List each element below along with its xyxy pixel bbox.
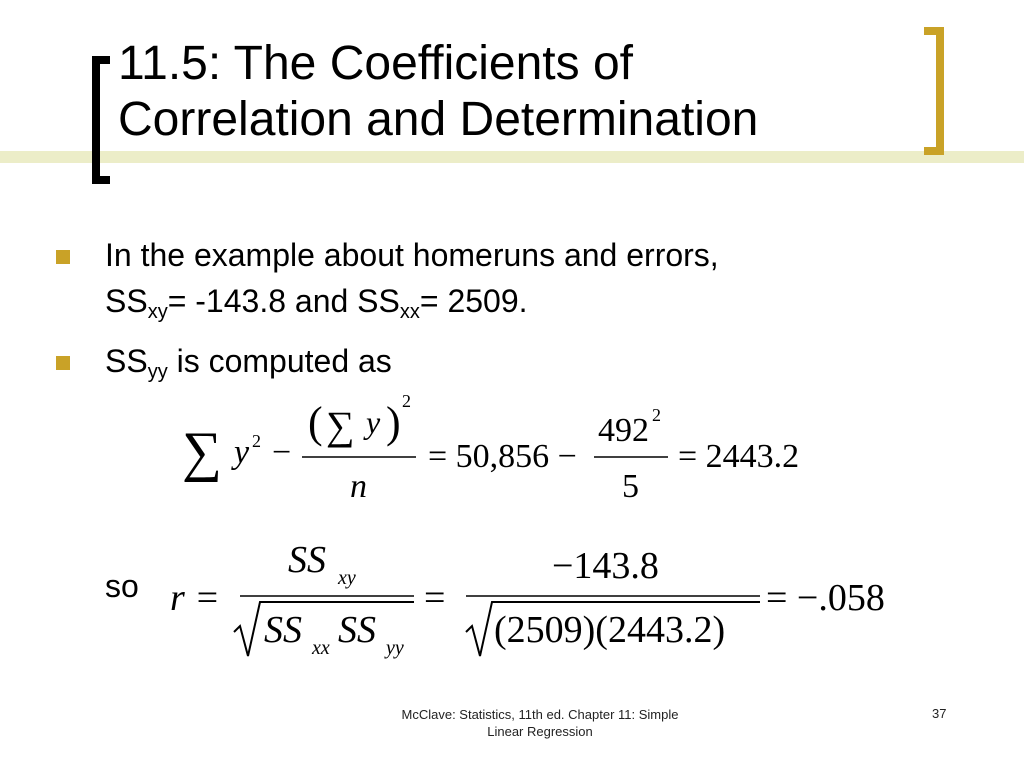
ss-label: SS [105, 283, 148, 319]
numerator-492: 492 [598, 412, 649, 449]
equals-sign: = [424, 577, 446, 619]
denominator-5: 5 [622, 468, 639, 505]
title-line-2: Correlation and Determination [118, 93, 759, 146]
equation-ssyy [170, 385, 850, 510]
denominator-n: n [350, 468, 367, 505]
footer-line-2: Linear Regression [487, 724, 593, 739]
slide-title [118, 36, 758, 148]
r-equals: r = [170, 577, 220, 619]
ss-label: SS [105, 343, 148, 379]
left-bracket-decoration [92, 56, 110, 184]
bullet-1-text [105, 232, 719, 324]
bullet-marker-1 [56, 250, 70, 264]
numerator-value: −143.8 [552, 545, 659, 587]
numerator-exponent: 2 [402, 391, 411, 411]
title-underline-band [0, 151, 1024, 163]
denominator-ss-2: SS [338, 609, 376, 651]
numerator-sum-symbol: ∑ [326, 403, 355, 448]
bullet-marker-2 [56, 356, 70, 370]
y-variable: y [234, 434, 250, 471]
correlation-result: = −.058 [766, 577, 885, 619]
page-number: 37 [932, 706, 947, 721]
ss-subscript-xx: xx [399, 301, 420, 323]
slide-footer [360, 706, 720, 740]
equation-r [160, 530, 920, 670]
numerator-ss: SS [288, 539, 326, 581]
denominator-sub-xx: xx [312, 637, 330, 659]
footer-line-1: McClave: Statistics, 11th ed. Chapter 11: Simple [401, 707, 679, 722]
y-exponent: 2 [252, 431, 261, 451]
bullet-2-rest: is computed as [167, 343, 392, 379]
bullet-2-text [105, 338, 392, 384]
ss-subscript-yy: yy [147, 361, 168, 383]
ss-subscript-xy: xy [147, 301, 168, 323]
bullet-1-line-1: In the example about homeruns and errors, [105, 237, 719, 273]
title-line-1: 11.5: The Coefficients of [118, 37, 633, 90]
denominator-sub-yy: yy [386, 637, 404, 659]
right-bracket-decoration [924, 27, 944, 155]
equals-50856: = 50,856 − [428, 438, 577, 475]
open-paren: ( [308, 398, 323, 447]
result-2443-2: = 2443.2 [678, 438, 800, 475]
bullet-1-line-2 [105, 278, 719, 324]
minus-sign: − [272, 434, 292, 471]
denominator-ss-1: SS [264, 609, 302, 651]
sum-symbol: ∑ [182, 421, 222, 483]
numerator-y: y [366, 404, 381, 440]
ss-xy-value: = -143.8 and SS [167, 283, 400, 319]
numerator-sub-xy: xy [338, 567, 356, 589]
denominator-values: (2509)(2443.2) [494, 609, 726, 651]
close-paren: ) [386, 398, 401, 447]
so-label: so [105, 568, 139, 604]
numerator-492-exponent: 2 [652, 405, 661, 425]
ss-xx-value: = 2509. [419, 283, 528, 319]
